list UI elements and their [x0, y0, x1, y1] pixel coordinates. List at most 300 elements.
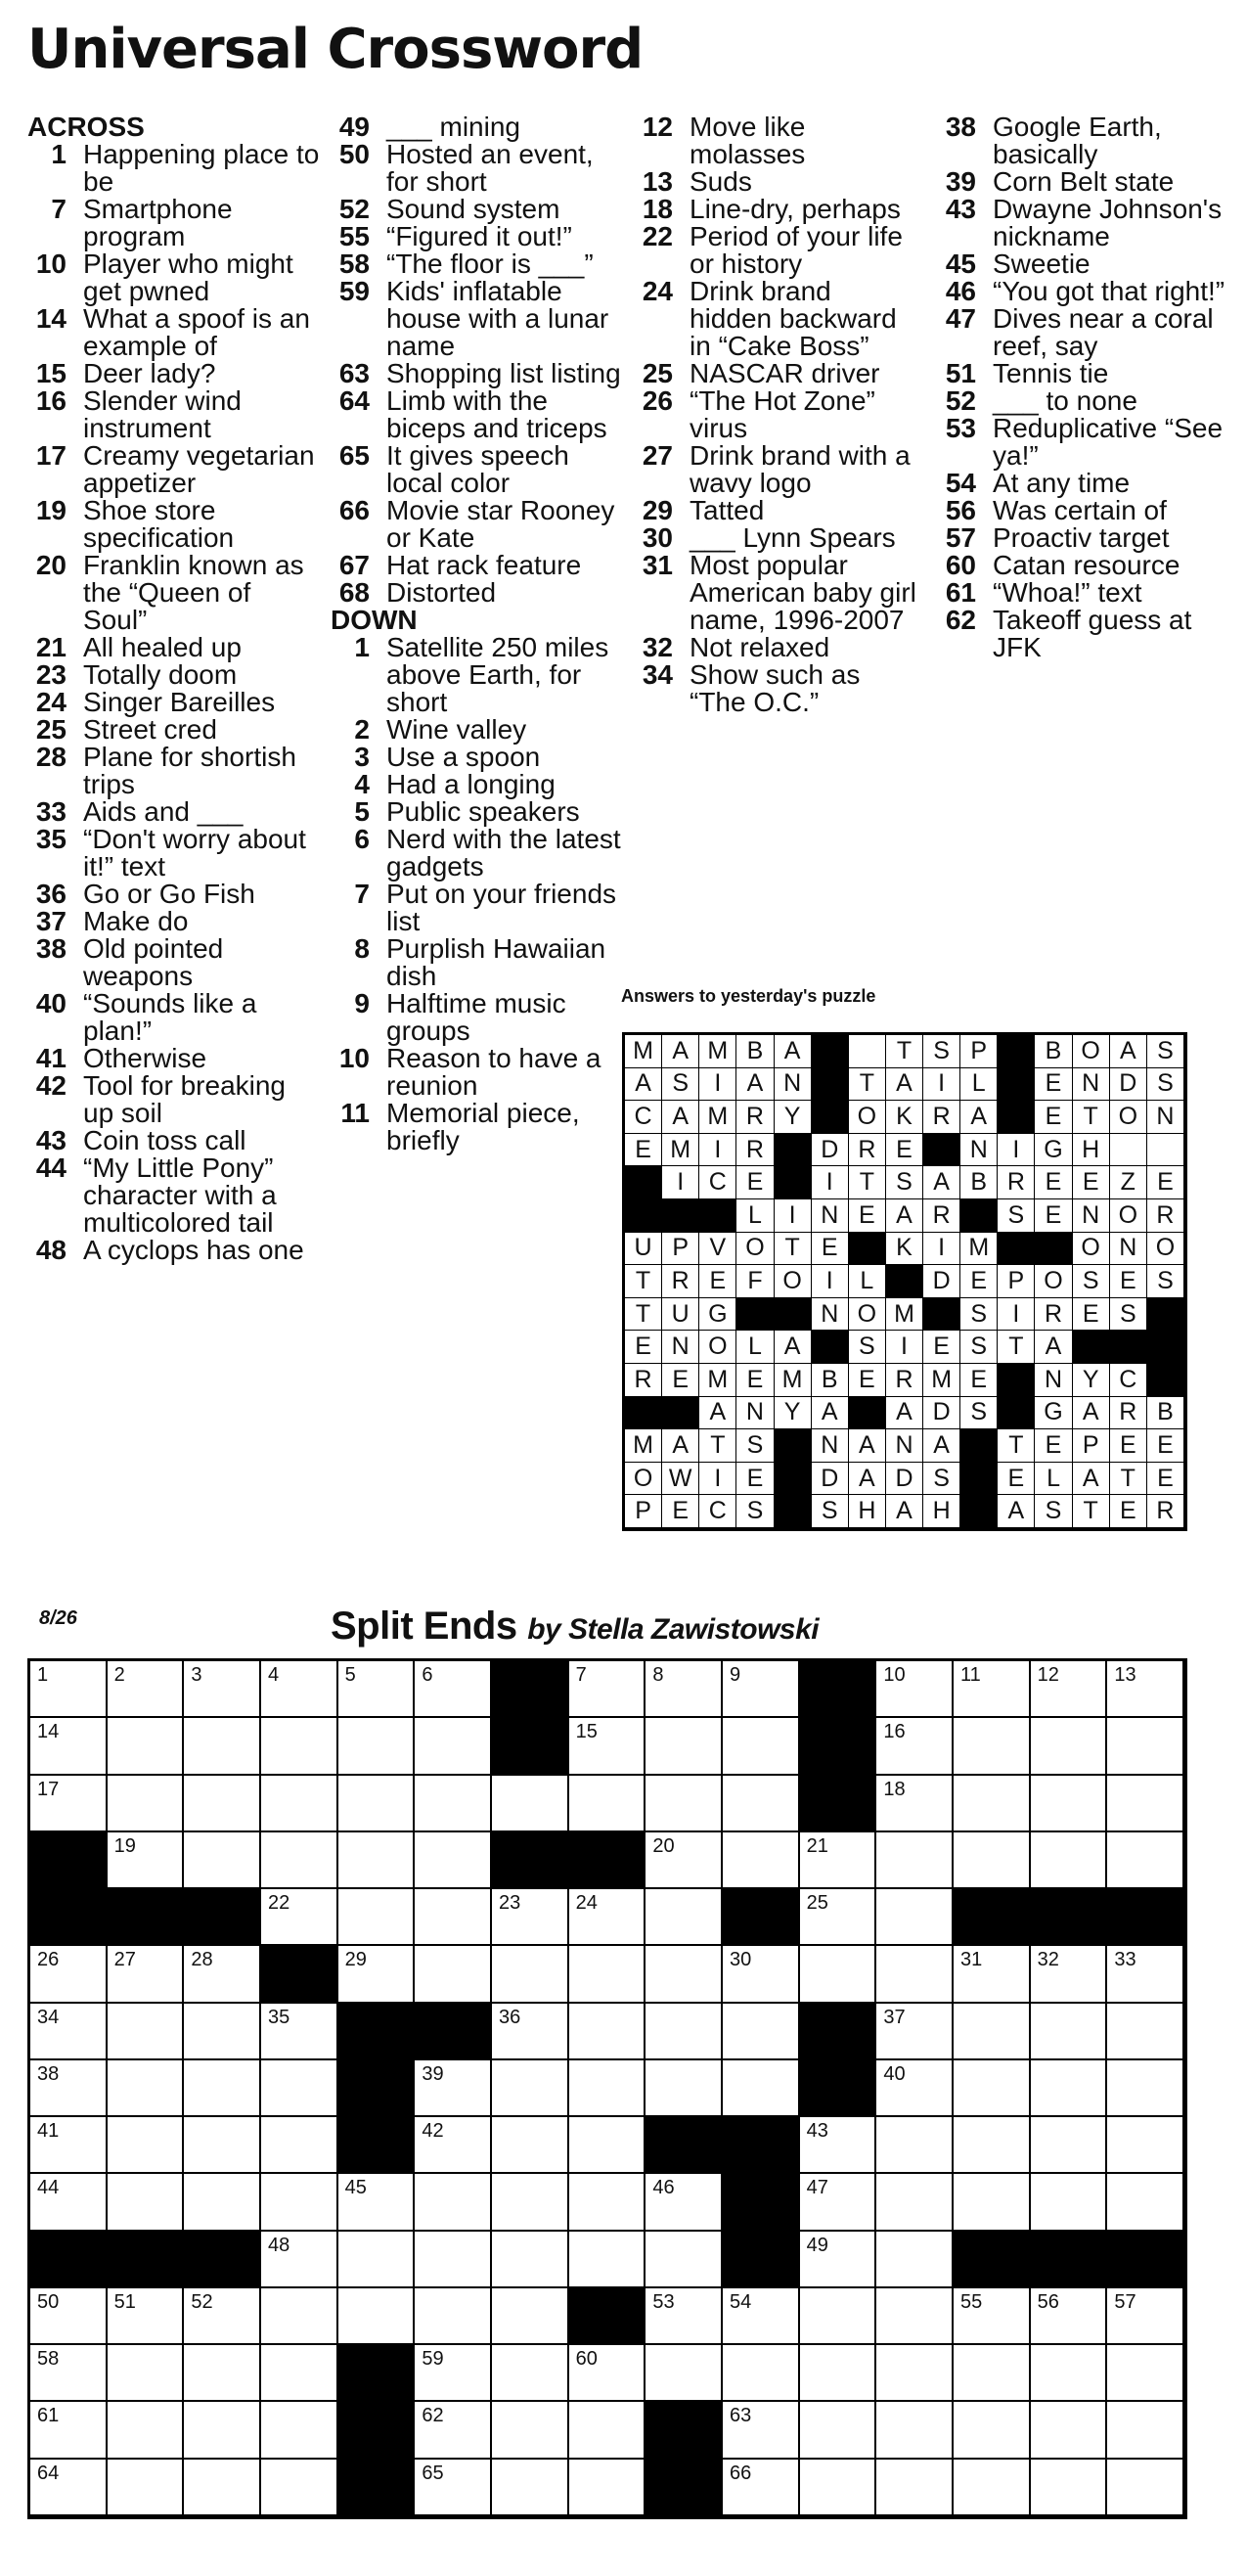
down-clue [331, 744, 624, 771]
grid-cell[interactable] [876, 2232, 954, 2288]
grid-cell[interactable] [492, 2345, 569, 2402]
grid-cell[interactable] [415, 2060, 492, 2117]
answer-cell: A [662, 1035, 699, 1068]
grid-cell[interactable] [1107, 1946, 1184, 2003]
grid-cell[interactable] [108, 2060, 185, 2117]
clue-number: 33 [35, 796, 67, 827]
across-clue [27, 908, 321, 935]
grid-cell[interactable] [954, 1946, 1031, 2003]
grid-cell[interactable] [492, 1776, 569, 1832]
clue-number: 24 [35, 687, 67, 717]
grid-cell[interactable] [1107, 1832, 1184, 1889]
grid-cell[interactable] [569, 1946, 646, 2003]
clue-number: 48 [35, 1235, 67, 1265]
grid-cell[interactable] [261, 2117, 338, 2174]
grid-cell[interactable] [108, 2460, 185, 2516]
grid-cell[interactable] [800, 1832, 877, 1889]
grid-cell[interactable] [261, 1718, 338, 1775]
clue-text: Sweetie [993, 249, 1091, 279]
answer-cell: C [625, 1101, 662, 1134]
grid-cell[interactable] [415, 1718, 492, 1775]
grid-cell[interactable] [646, 1832, 723, 1889]
grid-cell[interactable] [184, 1776, 261, 1832]
cell-number: 45 [344, 2177, 367, 2199]
grid-cell[interactable] [30, 2060, 108, 2117]
grid-cell[interactable] [646, 2004, 723, 2060]
across-clue [331, 387, 624, 442]
grid-cell[interactable] [723, 2060, 800, 2117]
grid-cell[interactable] [1107, 2402, 1184, 2459]
grid-cell[interactable] [569, 1718, 646, 1775]
grid-cell[interactable] [184, 2174, 261, 2231]
answer-cell: N [662, 1331, 699, 1364]
grid-cell[interactable] [569, 2004, 646, 2060]
grid-cell[interactable] [569, 2117, 646, 2174]
grid-cell[interactable] [338, 1776, 416, 1832]
grid-cell[interactable] [800, 2117, 877, 2174]
grid-cell[interactable] [415, 2232, 492, 2288]
cell-number: 22 [267, 1892, 290, 1915]
grid-cell[interactable] [261, 1661, 338, 1718]
grid-cell[interactable] [876, 2174, 954, 2231]
grid-cell[interactable] [876, 1889, 954, 1946]
across-clue [331, 579, 624, 607]
grid-cell[interactable] [800, 2460, 877, 2516]
grid-cell[interactable] [1107, 2004, 1184, 2060]
answer-cell: O [1147, 1233, 1184, 1266]
grid-cell[interactable] [1031, 1718, 1108, 1775]
grid-cell[interactable] [30, 2288, 108, 2345]
grid-cell[interactable] [646, 2174, 723, 2231]
grid-cell[interactable] [723, 1718, 800, 1775]
grid-cell[interactable] [569, 2060, 646, 2117]
grid-cell[interactable] [415, 2402, 492, 2459]
grid-cell[interactable] [954, 2174, 1031, 2231]
clue-number: 10 [338, 1043, 370, 1073]
black-square [1035, 1233, 1072, 1266]
puzzle-date: 8/26 [39, 1607, 77, 1629]
grid-cell[interactable] [184, 2060, 261, 2117]
across-clue [331, 278, 624, 360]
grid-cell[interactable] [646, 2288, 723, 2345]
answer-cell: N [1073, 1199, 1110, 1233]
clue-text: Tool for breaking up soil [83, 1070, 287, 1128]
grid-cell[interactable] [646, 1776, 723, 1832]
grid-cell[interactable] [954, 2060, 1031, 2117]
grid-cell[interactable] [1031, 2174, 1108, 2231]
grid-cell[interactable] [184, 2288, 261, 2345]
black-square [800, 2060, 877, 2117]
grid-cell[interactable] [800, 2288, 877, 2345]
grid-cell[interactable] [30, 1718, 108, 1775]
grid-cell[interactable] [338, 1889, 416, 1946]
grid-cell[interactable] [261, 2402, 338, 2459]
grid-cell[interactable] [184, 2402, 261, 2459]
answer-cell: G [1035, 1397, 1072, 1430]
grid-cell[interactable] [30, 2174, 108, 2231]
grid-cell[interactable] [338, 1661, 416, 1718]
grid-cell[interactable] [876, 1661, 954, 1718]
clue-text: Distorted [386, 577, 497, 608]
black-square [1031, 1889, 1108, 1946]
grid-cell[interactable] [646, 1889, 723, 1946]
grid-cell[interactable] [338, 2174, 416, 2231]
black-square [492, 1832, 569, 1889]
grid-cell[interactable] [569, 2174, 646, 2231]
grid-cell[interactable] [492, 1946, 569, 2003]
grid-cell[interactable] [261, 2232, 338, 2288]
answer-cell: T [699, 1429, 736, 1463]
grid-cell[interactable] [261, 2288, 338, 2345]
grid-cell[interactable] [261, 2174, 338, 2231]
grid-cell[interactable] [261, 2004, 338, 2060]
grid-cell[interactable] [1031, 1776, 1108, 1832]
grid-cell[interactable] [261, 1776, 338, 1832]
cell-number: 61 [37, 2405, 60, 2427]
answer-cell: S [662, 1068, 699, 1102]
answer-cell: C [699, 1166, 736, 1199]
grid-cell[interactable] [954, 2460, 1031, 2516]
cell-number: 58 [37, 2348, 60, 2371]
answer-cell: E [1110, 1429, 1147, 1463]
black-square [625, 1166, 662, 1199]
grid-cell[interactable] [646, 2060, 723, 2117]
clue-number: 45 [945, 249, 976, 279]
cell-number: 55 [959, 2290, 983, 2313]
clue-number: 28 [35, 742, 67, 772]
across-clue [27, 497, 321, 552]
grid-cell[interactable] [723, 2345, 800, 2402]
grid-cell[interactable] [876, 2345, 954, 2402]
clue-number: 53 [945, 413, 976, 443]
cell-number: 33 [1114, 1949, 1136, 1971]
answer-cell: L [1035, 1463, 1072, 1496]
grid-cell[interactable] [954, 1776, 1031, 1832]
grid-cell[interactable] [30, 2460, 108, 2516]
grid-cell[interactable] [492, 2174, 569, 2231]
grid-cell[interactable] [1107, 2117, 1184, 2174]
grid-cell[interactable] [1107, 2174, 1184, 2231]
clue-text: “My Little Pony” character with a multicolored tail [83, 1152, 277, 1238]
grid-cell[interactable] [415, 1776, 492, 1832]
clue-number: 64 [338, 385, 370, 416]
grid-cell[interactable] [1107, 2288, 1184, 2345]
grid-cell[interactable] [415, 2117, 492, 2174]
grid-cell[interactable] [415, 2288, 492, 2345]
answer-cell: T [849, 1166, 886, 1199]
down-clue [634, 223, 919, 278]
grid-cell[interactable] [876, 2288, 954, 2345]
grid-cell[interactable] [415, 1832, 492, 1889]
grid-cell[interactable] [30, 1661, 108, 1718]
grid-cell[interactable] [800, 1889, 877, 1946]
grid-cell[interactable] [184, 2117, 261, 2174]
clue-text: Use a spoon [386, 742, 541, 772]
grid-cell[interactable] [876, 1718, 954, 1775]
down-clue [331, 881, 624, 935]
cell-number: 36 [498, 2006, 521, 2028]
answer-cell: A [775, 1331, 812, 1364]
answer-cell: K [886, 1101, 923, 1134]
grid-cell[interactable] [108, 2117, 185, 2174]
grid-cell[interactable] [646, 1661, 723, 1718]
clue-number: 12 [642, 112, 673, 142]
grid-cell[interactable] [876, 1946, 954, 2003]
answer-cell: T [849, 1068, 886, 1102]
grid-cell[interactable] [492, 2117, 569, 2174]
across-clue [331, 196, 624, 223]
across-clue [331, 223, 624, 250]
grid-cell[interactable] [184, 2004, 261, 2060]
grid-cell[interactable] [646, 1718, 723, 1775]
grid-cell[interactable] [492, 1889, 569, 1946]
grid-cell[interactable] [1031, 2460, 1108, 2516]
grid-cell[interactable] [184, 1718, 261, 1775]
grid-cell[interactable] [338, 1946, 416, 2003]
clue-number: 46 [945, 276, 976, 306]
grid-cell[interactable] [723, 1776, 800, 1832]
grid-cell[interactable] [415, 2345, 492, 2402]
grid-cell[interactable] [954, 2402, 1031, 2459]
grid-cell[interactable] [569, 1661, 646, 1718]
grid-cell[interactable] [30, 1946, 108, 2003]
grid-cell[interactable] [569, 2345, 646, 2402]
grid-cell[interactable] [108, 1832, 185, 1889]
grid-cell[interactable] [1031, 2402, 1108, 2459]
grid-cell[interactable] [415, 1889, 492, 1946]
answer-cell: E [886, 1134, 923, 1167]
grid-cell[interactable] [108, 1776, 185, 1832]
grid-cell[interactable] [415, 2174, 492, 2231]
clue-text: Nerd with the latest gadgets [386, 824, 621, 881]
cell-number: 21 [806, 1834, 828, 1857]
grid-cell[interactable] [569, 1889, 646, 1946]
black-square [30, 1889, 108, 1946]
grid-cell[interactable] [646, 2345, 723, 2402]
clue-text: Player who might get pwned [83, 249, 293, 306]
grid-cell[interactable] [184, 1946, 261, 2003]
grid-cell[interactable] [800, 1946, 877, 2003]
grid-cell[interactable] [800, 2174, 877, 2231]
grid-cell[interactable] [1107, 2345, 1184, 2402]
cell-number: 66 [729, 2462, 752, 2484]
grid-cell[interactable] [184, 1832, 261, 1889]
grid-cell[interactable] [800, 2402, 877, 2459]
answer-cell: E [998, 1463, 1035, 1496]
black-square [849, 1397, 886, 1430]
black-square [492, 1718, 569, 1775]
grid-cell[interactable] [1031, 2345, 1108, 2402]
clue-text: ___ to none [993, 385, 1137, 416]
grid-cell[interactable] [1031, 2004, 1108, 2060]
grid-cell[interactable] [800, 2345, 877, 2402]
grid-cell[interactable] [108, 2345, 185, 2402]
answer-cell: E [1035, 1429, 1072, 1463]
grid-cell[interactable] [108, 2004, 185, 2060]
grid-cell[interactable] [723, 2460, 800, 2516]
across-clue [27, 141, 321, 196]
grid-cell[interactable] [876, 2060, 954, 2117]
clue-number: 52 [338, 194, 370, 224]
cell-number: 52 [191, 2290, 213, 2313]
grid-cell[interactable] [30, 2117, 108, 2174]
grid-cell[interactable] [876, 1832, 954, 1889]
grid-cell[interactable] [108, 1661, 185, 1718]
grid-cell[interactable] [261, 2345, 338, 2402]
answer-cell: R [923, 1101, 960, 1134]
clue-text: Halftime music groups [386, 988, 566, 1046]
grid-cell[interactable] [646, 2232, 723, 2288]
grid-cell[interactable] [261, 1832, 338, 1889]
answer-cell: H [1073, 1134, 1110, 1167]
answer-cell: D [923, 1397, 960, 1430]
answer-cell: T [775, 1233, 812, 1266]
grid-cell[interactable] [1031, 2117, 1108, 2174]
down-clue [331, 1100, 624, 1154]
grid-cell[interactable] [108, 2288, 185, 2345]
grid-cell[interactable] [723, 1832, 800, 1889]
grid-cell[interactable] [261, 2460, 338, 2516]
grid-cell[interactable] [184, 2460, 261, 2516]
grid-cell[interactable] [1031, 1946, 1108, 2003]
down-clue [937, 497, 1230, 524]
grid-cell[interactable] [492, 2004, 569, 2060]
black-square [998, 1364, 1035, 1397]
grid-cell[interactable] [338, 1832, 416, 1889]
grid-cell[interactable] [108, 2174, 185, 2231]
clue-text: Corn Belt state [993, 166, 1175, 197]
grid-cell[interactable] [108, 2402, 185, 2459]
grid-cell[interactable] [1031, 2060, 1108, 2117]
grid-cell[interactable] [1031, 2288, 1108, 2345]
grid-cell[interactable] [30, 2345, 108, 2402]
grid-cell[interactable] [1107, 1776, 1184, 1832]
clue-column-4 [937, 113, 1230, 661]
down-clue [634, 360, 919, 387]
grid-cell[interactable] [876, 1776, 954, 1832]
clue-number: 60 [945, 550, 976, 580]
grid-cell[interactable] [876, 2460, 954, 2516]
grid-cell[interactable] [415, 1946, 492, 2003]
grid-cell[interactable] [338, 2232, 416, 2288]
answer-cell [1110, 1134, 1147, 1167]
grid-cell[interactable] [954, 2117, 1031, 2174]
grid-cell[interactable] [261, 2060, 338, 2117]
grid-cell[interactable] [30, 2402, 108, 2459]
across-clue [331, 497, 624, 552]
grid-cell[interactable] [569, 2402, 646, 2459]
grid-cell[interactable] [492, 2060, 569, 2117]
answer-cell: B [1035, 1035, 1072, 1068]
clue-text: Drink brand hidden backward in “Cake Boss” [690, 276, 897, 361]
answer-cell: A [662, 1429, 699, 1463]
answer-cell: D [923, 1265, 960, 1298]
cell-number: 27 [113, 1949, 136, 1971]
grid-cell[interactable] [108, 1946, 185, 2003]
grid-cell[interactable] [646, 1946, 723, 2003]
grid-cell[interactable] [876, 2117, 954, 2174]
grid-cell[interactable] [876, 2004, 954, 2060]
grid-cell[interactable] [338, 2288, 416, 2345]
clue-text: Aids and ___ [83, 796, 244, 827]
grid-cell[interactable] [800, 2232, 877, 2288]
cell-number: 47 [806, 2177, 828, 2199]
clue-column-1 [27, 113, 321, 1264]
clue-text: Google Earth, basically [993, 112, 1162, 169]
answer-cell: D [1110, 1068, 1147, 1102]
grid-cell[interactable] [1031, 1832, 1108, 1889]
grid-cell[interactable] [569, 2232, 646, 2288]
clue-text: Memorial piece, briefly [386, 1098, 580, 1155]
down-clue [937, 278, 1230, 305]
grid-cell[interactable] [954, 2288, 1031, 2345]
clue-text: At any time [993, 468, 1131, 498]
clue-text: Totally doom [83, 659, 238, 690]
grid-cell[interactable] [108, 1718, 185, 1775]
cell-number: 31 [959, 1949, 983, 1971]
answer-cell: U [625, 1233, 662, 1266]
grid-cell[interactable] [723, 1661, 800, 1718]
grid-cell[interactable] [492, 2460, 569, 2516]
grid-cell[interactable] [954, 1832, 1031, 1889]
clue-text: Limb with the biceps and triceps [386, 385, 607, 443]
grid-cell[interactable] [1107, 2060, 1184, 2117]
grid-cell[interactable] [954, 1718, 1031, 1775]
grid-cell[interactable] [415, 1661, 492, 1718]
answer-cell: M [775, 1364, 812, 1397]
answer-cell: R [886, 1364, 923, 1397]
grid-cell[interactable] [723, 2402, 800, 2459]
across-clue [27, 634, 321, 661]
grid-cell[interactable] [184, 2345, 261, 2402]
grid-cell[interactable] [569, 2460, 646, 2516]
answer-cell: R [662, 1265, 699, 1298]
grid-cell[interactable] [954, 1661, 1031, 1718]
grid-cell[interactable] [30, 1776, 108, 1832]
grid-cell[interactable] [492, 2288, 569, 2345]
grid-cell[interactable] [876, 2402, 954, 2459]
black-square [775, 1429, 812, 1463]
across-clue [27, 360, 321, 387]
black-square [723, 2232, 800, 2288]
grid-cell[interactable] [184, 1661, 261, 1718]
answer-cell: P [662, 1233, 699, 1266]
answer-cell: L [849, 1265, 886, 1298]
grid-cell[interactable] [30, 2004, 108, 2060]
grid-cell[interactable] [338, 1718, 416, 1775]
grid-cell[interactable] [1031, 1661, 1108, 1718]
down-clue [937, 305, 1230, 360]
grid-cell[interactable] [492, 2402, 569, 2459]
black-square [812, 1068, 849, 1102]
grid-cell[interactable] [723, 1946, 800, 2003]
grid-cell[interactable] [569, 1776, 646, 1832]
grid-cell[interactable] [261, 1889, 338, 1946]
grid-cell[interactable] [1107, 1718, 1184, 1775]
cell-number: 7 [575, 1664, 587, 1686]
grid-cell[interactable] [415, 2460, 492, 2516]
grid-cell[interactable] [954, 2004, 1031, 2060]
grid-cell[interactable] [1107, 1661, 1184, 1718]
answer-cell: E [736, 1166, 774, 1199]
grid-cell[interactable] [723, 2004, 800, 2060]
clue-text: It gives speech local color [386, 440, 569, 498]
grid-cell[interactable] [1107, 2460, 1184, 2516]
grid-cell[interactable] [492, 2232, 569, 2288]
grid-cell[interactable] [723, 2288, 800, 2345]
grid-cell[interactable] [954, 2345, 1031, 2402]
answer-cell: E [960, 1364, 998, 1397]
